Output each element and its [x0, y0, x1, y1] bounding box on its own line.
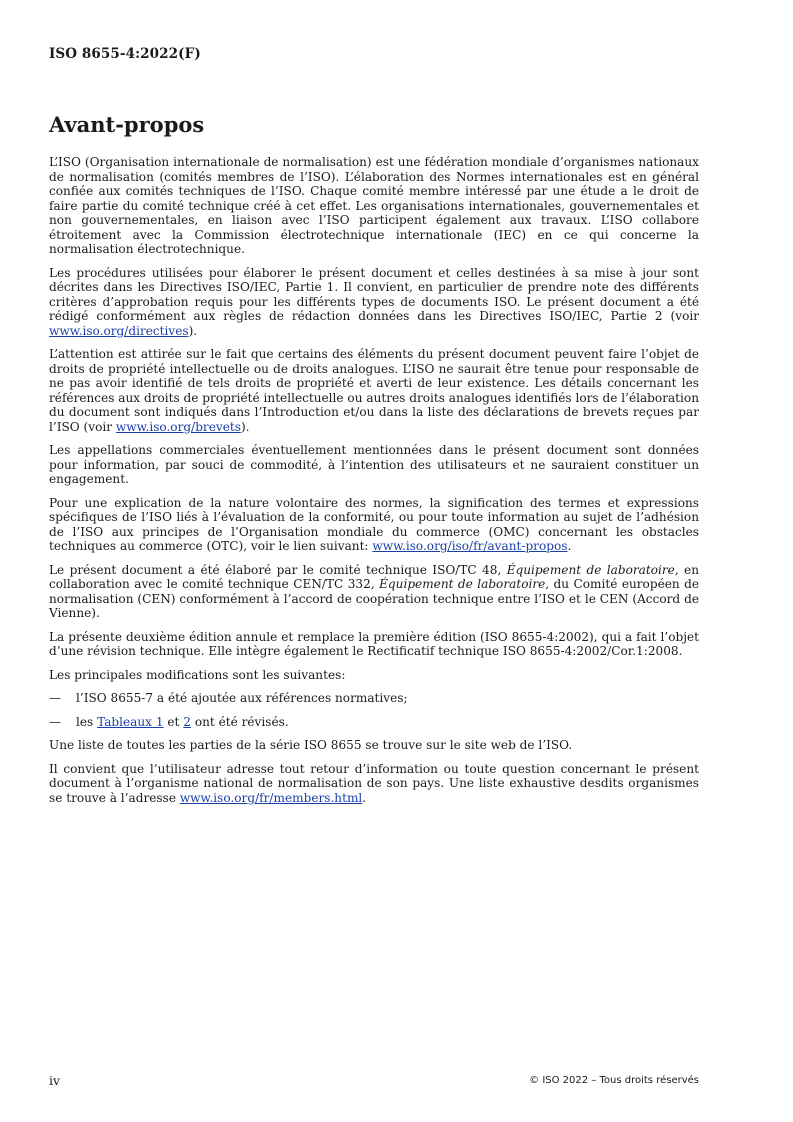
- copyright-notice: © ISO 2022 – Tous droits réservés: [529, 1075, 699, 1086]
- document-id: ISO 8655-4:2022(F): [49, 46, 201, 62]
- page-number: iv: [49, 1073, 61, 1088]
- link-tableau-2[interactable]: 2: [183, 714, 191, 729]
- paragraph-procedures: Les procédures utilisées pour élaborer le présent document et celles destinées à sa mise à jour sont décrites dans les Directives ISO/IEC, Partie 1. Il convient, en particulier de prendre note des différents critères d’approbation requis pour les différents types de documents ISO. Le présent document a été rédigé conformément aux règles de rédaction données dans les Directives ISO/IEC, Partie 2 (voir www.iso.org/directives).: [49, 265, 699, 338]
- foreword-body: [49, 155, 699, 805]
- list-item: — l’ISO 8655-7 a été ajoutée aux références normatives;: [49, 691, 408, 705]
- dash-mark: —: [49, 714, 62, 729]
- paragraph-committee: Le présent document a été élaboré par le comité technique ISO/TC 48, Équipement de laboratoire, en collaboration avec le comité technique CEN/TC 332, Équipement de laboratoire, du Comité européen de normalisation (CEN) conformément à l’accord de coopération technique entre l’ISO et le CEN (Accord de Vienne).: [49, 562, 699, 620]
- paragraph-iso-intro: L’ISO (Organisation internationale de normalisation) est une fédération mondiale d’organismes nationaux de normalisation (comités membres de l’ISO). L’élaboration des Normes internationales est en général confiée aux comités techniques de l’ISO. Chaque comité membre intéressé par une étude a le droit de faire partie du comité technique créé à cet effet. Les organisations internationales, gouvernementales et non gouvernementales, en liaison avec l’ISO participent également aux travaux. L’ISO collabore étroitement avec la Commission électrotechnique internationale (IEC) en ce qui concerne la normalisation électrotechnique.: [49, 155, 699, 256]
- list-item: — les Tableaux 1 et 2 ont été révisés.: [49, 714, 289, 729]
- dash-mark: —: [49, 691, 62, 705]
- paragraph-voluntary-nature: Pour une explication de la nature volontaire des normes, la signification des termes et expressions spécifiques de l’ISO liés à l’évaluation de la conformité, ou pour toute information au sujet de l’adhésion de l’ISO aux principes de l’Organisation mondiale du commerce (OMC) concernant les obstacles techniques au commerce (OTC), voir le lien suivant: www.iso.org/iso/fr/avant-propos.: [49, 495, 699, 553]
- paragraph-edition: La présente deuxième édition annule et remplace la première édition (ISO 8655-4:2002), qui a fait l’objet d’une révision technique. Elle intègre également le Rectificatif technique ISO 8655-4:2002/Cor.1:2008.: [49, 629, 699, 658]
- paragraph-feedback: Il convient que l’utilisateur adresse tout retour d’information ou toute question concernant le présent document à l’organisme national de normalisation de son pays. Une liste exhaustive desdits organismes se trouve à l’adresse www.iso.org/fr/members.html.: [49, 761, 699, 805]
- link-members[interactable]: www.iso.org/fr/members.html: [179, 790, 363, 805]
- paragraph-patents: L’attention est attirée sur le fait que certains des éléments du présent document peuvent faire l’objet de droits de propriété intellectuelle ou de droits analogues. L’ISO ne saurait être tenue pour responsable de ne pas avoir identifié de tels droits de propriété et averti de leur existence. Les détails concernant les références aux droits de propriété intellectuelle ou autres droits analogues identifiés lors de l’élaboration du document sont indiqués dans l’Introduction et/ou dans la liste des déclarations de brevets reçues par l’ISO (voir www.iso.org/brevets).: [49, 347, 699, 434]
- link-avant-propos[interactable]: www.iso.org/iso/fr/avant-propos: [372, 539, 568, 553]
- paragraph-changes-intro: Les principales modifications sont les suivantes:: [49, 667, 346, 682]
- paragraph-series-list: Une liste de toutes les parties de la série ISO 8655 se trouve sur le site web de l’ISO.: [49, 738, 573, 752]
- link-brevets[interactable]: www.iso.org/brevets: [115, 419, 241, 434]
- link-directives[interactable]: www.iso.org/directives: [49, 323, 189, 338]
- link-tableau-1[interactable]: Tableaux 1: [97, 714, 164, 729]
- page-title: Avant-propos: [49, 112, 205, 137]
- paragraph-trade-names: Les appellations commerciales éventuellement mentionnées dans le présent document sont données pour information, par souci de commodité, à l’intention des utilisateurs et ne sauraient constituer un engagement.: [49, 443, 699, 486]
